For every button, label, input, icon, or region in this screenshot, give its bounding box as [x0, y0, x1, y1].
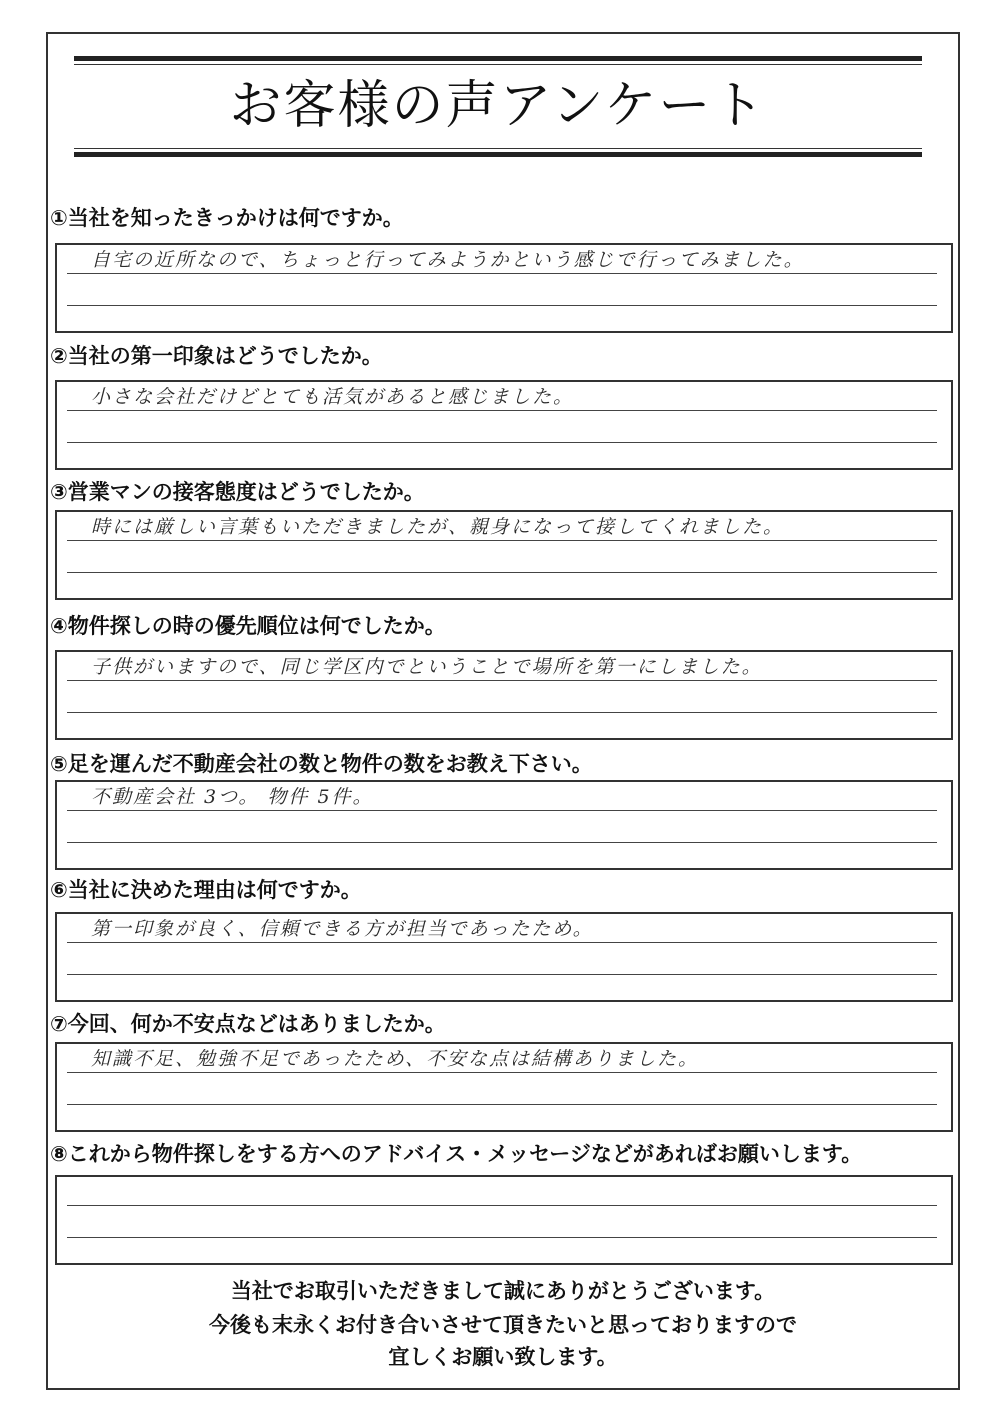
answer-2-box	[55, 380, 953, 470]
answer-3-box	[55, 510, 953, 600]
closing-line-1: 当社でお取引いただきまして誠にありがとうございます。	[230, 1279, 776, 1303]
question-1-label: ①当社を知ったきっかけは何ですか。	[50, 206, 404, 230]
question-2-label: ②当社の第一印象はどうでしたか。	[50, 344, 383, 368]
answer-5-text: 不動産会社 3つ。 物件 5件。	[91, 786, 374, 808]
answer-6-box	[55, 912, 953, 1002]
question-3-label: ③営業マンの接客態度はどうでしたか。	[50, 480, 425, 504]
question-7-label: ⑦今回、何か不安点などはありましたか。	[50, 1012, 446, 1036]
answer-7-box	[55, 1042, 953, 1132]
title-rule-top	[74, 56, 922, 65]
closing-line-2: 今後も末永くお付き合いさせて頂きたいと思っておりますので	[209, 1313, 797, 1337]
answer-4-text: 子供がいますので、同じ学区内でということで場所を第一にしました。	[91, 656, 763, 678]
answer-4-box	[55, 650, 953, 740]
answer-8-box	[55, 1175, 953, 1265]
question-5-label: ⑤足を運んだ不動産会社の数と物件の数をお教え下さい。	[50, 752, 593, 776]
answer-3-text: 時には厳しい言葉もいただきましたが、親身になって接してくれました。	[91, 516, 785, 538]
question-6-label: ⑥当社に決めた理由は何ですか。	[50, 878, 362, 902]
question-4-label: ④物件探しの時の優先順位は何でしたか。	[50, 614, 446, 638]
answer-7-text: 知識不足、勉強不足であったため、不安な点は結構ありました。	[91, 1048, 700, 1070]
answer-2-text: 小さな会社だけどとても活気があると感じました。	[91, 386, 575, 408]
closing-line-3: 宜しくお願い致します。	[388, 1345, 618, 1369]
page-title: お客様の声アンケート	[229, 76, 767, 136]
answer-1-box	[55, 243, 953, 333]
answer-1-text: 自宅の近所なので、ちょっと行ってみようかという感じで行ってみました。	[91, 249, 805, 271]
title-rule-bottom	[74, 148, 922, 157]
answer-6-text: 第一印象が良く、信頼できる方が担当であったため。	[91, 918, 594, 940]
answer-5-box	[55, 780, 953, 870]
question-8-label: ⑧これから物件探しをする方へのアドバイス・メッセージなどがあればお願いします。	[50, 1142, 863, 1166]
